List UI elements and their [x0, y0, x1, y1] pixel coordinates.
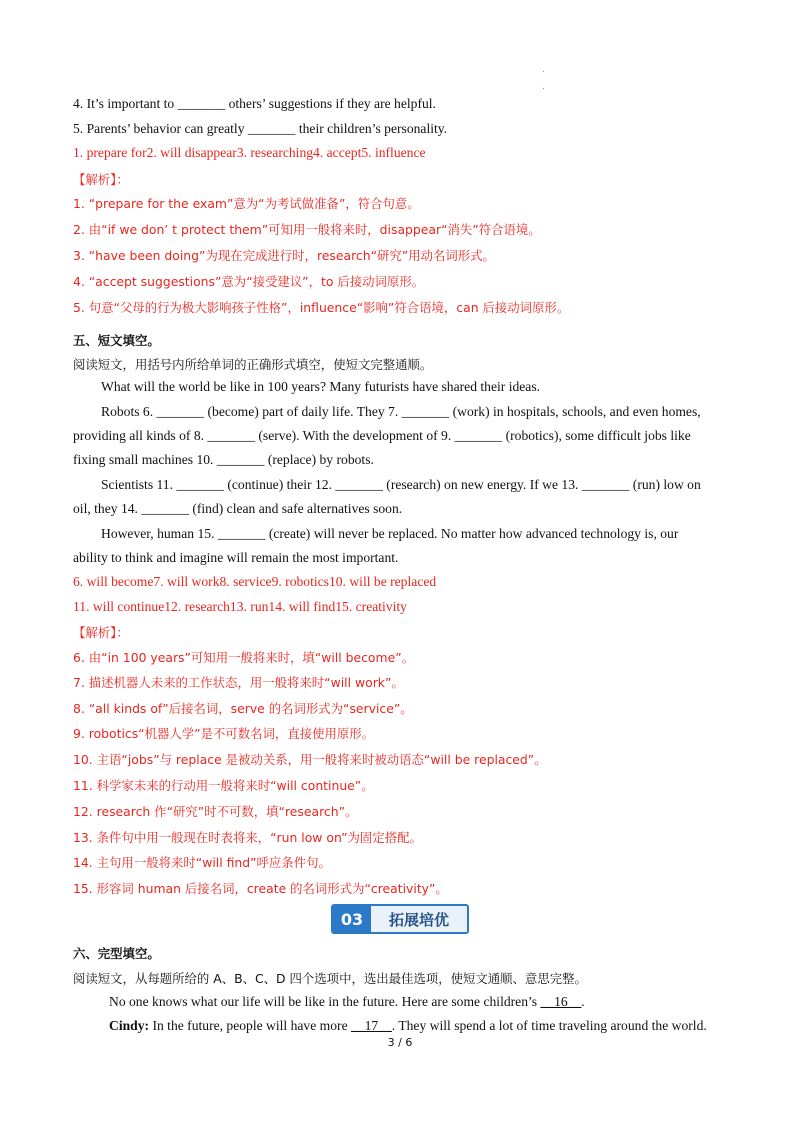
explanation-13: 13. 条件句中用一般现在时表将来，“run low on”为固定搭配。 [73, 830, 422, 845]
explanation-4: 4. “accept suggestions”意为“接受建议”，to 后接动词原形。 [73, 274, 425, 289]
explanation-15: 15. 形容词 human 后接名词，create 的名词形式为“creativity”。 [73, 881, 448, 896]
passage-paragraph-3a: Scientists 11. _______ (continue) their 12. _______ (research) on new energy. If we 13. _______ (run) low on [101, 477, 701, 492]
analysis-heading: 【解析】： [73, 172, 129, 187]
cloze-blank-16: __16__ [540, 994, 582, 1009]
answers-section-5-part1: 6. will become7. will work8. service9. robotics10. will be replaced [73, 574, 437, 589]
cloze-text: In the future, people will have more [149, 1018, 351, 1033]
explanation-3: 3. “have been doing”为现在完成进行时，research“研究”用动名词形式。 [73, 248, 495, 263]
cloze-line-1 [109, 994, 585, 1010]
passage-paragraph-1: What will the world be like in 100 years? Many futurists have shared their ideas. [101, 379, 541, 394]
explanation-14: 14. 主句用一般将来时“will find”呼应条件句。 [73, 855, 331, 870]
badge-number: 03 [333, 906, 371, 932]
passage-paragraph-2b: providing all kinds of 8. _______ (serve). With the development of 9. _______ (robotics), some difficult jobs like [73, 428, 691, 443]
passage-paragraph-4a: However, human 15. _______ (create) will never be replaced. No matter how advanced technology is, our [101, 526, 679, 541]
explanation-10: 10. 主语“jobs”与 replace 是被动关系，用一般将来时被动语态“will be replaced”。 [73, 752, 547, 767]
section-badge [331, 904, 469, 934]
section-6-instructions: 阅读短文，从每题所给的 A、B、C、D 四个选项中，选出最佳选项，使短文通顺、意思完整。 [73, 971, 587, 986]
explanation-2: 2. 由“if we don’ t protect them”可知用一般将来时，disappear“消失”符合语境。 [73, 222, 541, 237]
passage-paragraph-4b: ability to think and imagine will remain the most important. [73, 550, 399, 565]
cloze-line-2 [109, 1018, 707, 1034]
cloze-text-end: . They will spend a lot of time traveling around the world. [391, 1018, 707, 1033]
cloze-text: No one knows what our life will be like in the future. Here are some children’s [109, 994, 541, 1009]
speaker-name: Cindy: [109, 1018, 150, 1033]
page-corner-marks: . . [542, 65, 545, 92]
question-4: 4. It’s important to _______ others’ suggestions if they are helpful. [73, 96, 436, 111]
explanation-1: 1. “prepare for the exam”意为“为考试做准备”，符合句意。 [73, 196, 420, 211]
explanation-9: 9. robotics“机器人学”是不可数名词，直接使用原形。 [73, 726, 375, 741]
passage-paragraph-3b: oil, they 14. _______ (find) clean and safe alternatives soon. [73, 501, 403, 516]
explanation-12: 12. research 作“研究”时不可数，填“research”。 [73, 804, 358, 819]
badge-title: 拓展培优 [371, 906, 467, 932]
analysis-heading-2: 【解析】： [73, 625, 129, 640]
answers-section-4: 1. prepare for2. will disappear3. researching4. accept5. influence [73, 145, 426, 160]
question-5: 5. Parents’ behavior can greatly _______ their children’s personality. [73, 121, 448, 136]
explanation-5: 5. 句意“父母的行为极大影响孩子性格”，influence“影响”符合语境，can 后接动词原形。 [73, 300, 570, 315]
answers-section-5-part2: 11. will continue12. research13. run14. will find15. creativity [73, 599, 407, 614]
explanation-11: 11. 科学家未来的行动用一般将来时“will continue”。 [73, 778, 374, 793]
cloze-text-end: . [581, 994, 585, 1009]
passage-paragraph-2c: fixing small machines 10. _______ (replace) by robots. [73, 452, 374, 467]
section-6-title: 六、完型填空。 [73, 946, 160, 961]
section-5-instructions: 阅读短文，用括号内所给单词的正确形式填空，使短文完整通顺。 [73, 357, 433, 372]
explanation-6: 6. 由“in 100 years”可知用一般将来时，填“will become”。 [73, 650, 415, 665]
cloze-blank-17: __17__ [351, 1018, 392, 1033]
section-5-title: 五、短文填空。 [73, 333, 160, 348]
explanation-8: 8. “all kinds of”后接名词，serve 的名词形式为“service”。 [73, 701, 413, 716]
explanation-7: 7. 描述机器人未来的工作状态，用一般将来时“will work”。 [73, 675, 404, 690]
page-number: 3 / 6 [387, 1036, 413, 1049]
passage-paragraph-2a: Robots 6. _______ (become) part of daily life. They 7. _______ (work) in hospitals, schools, and even homes, [101, 404, 701, 419]
